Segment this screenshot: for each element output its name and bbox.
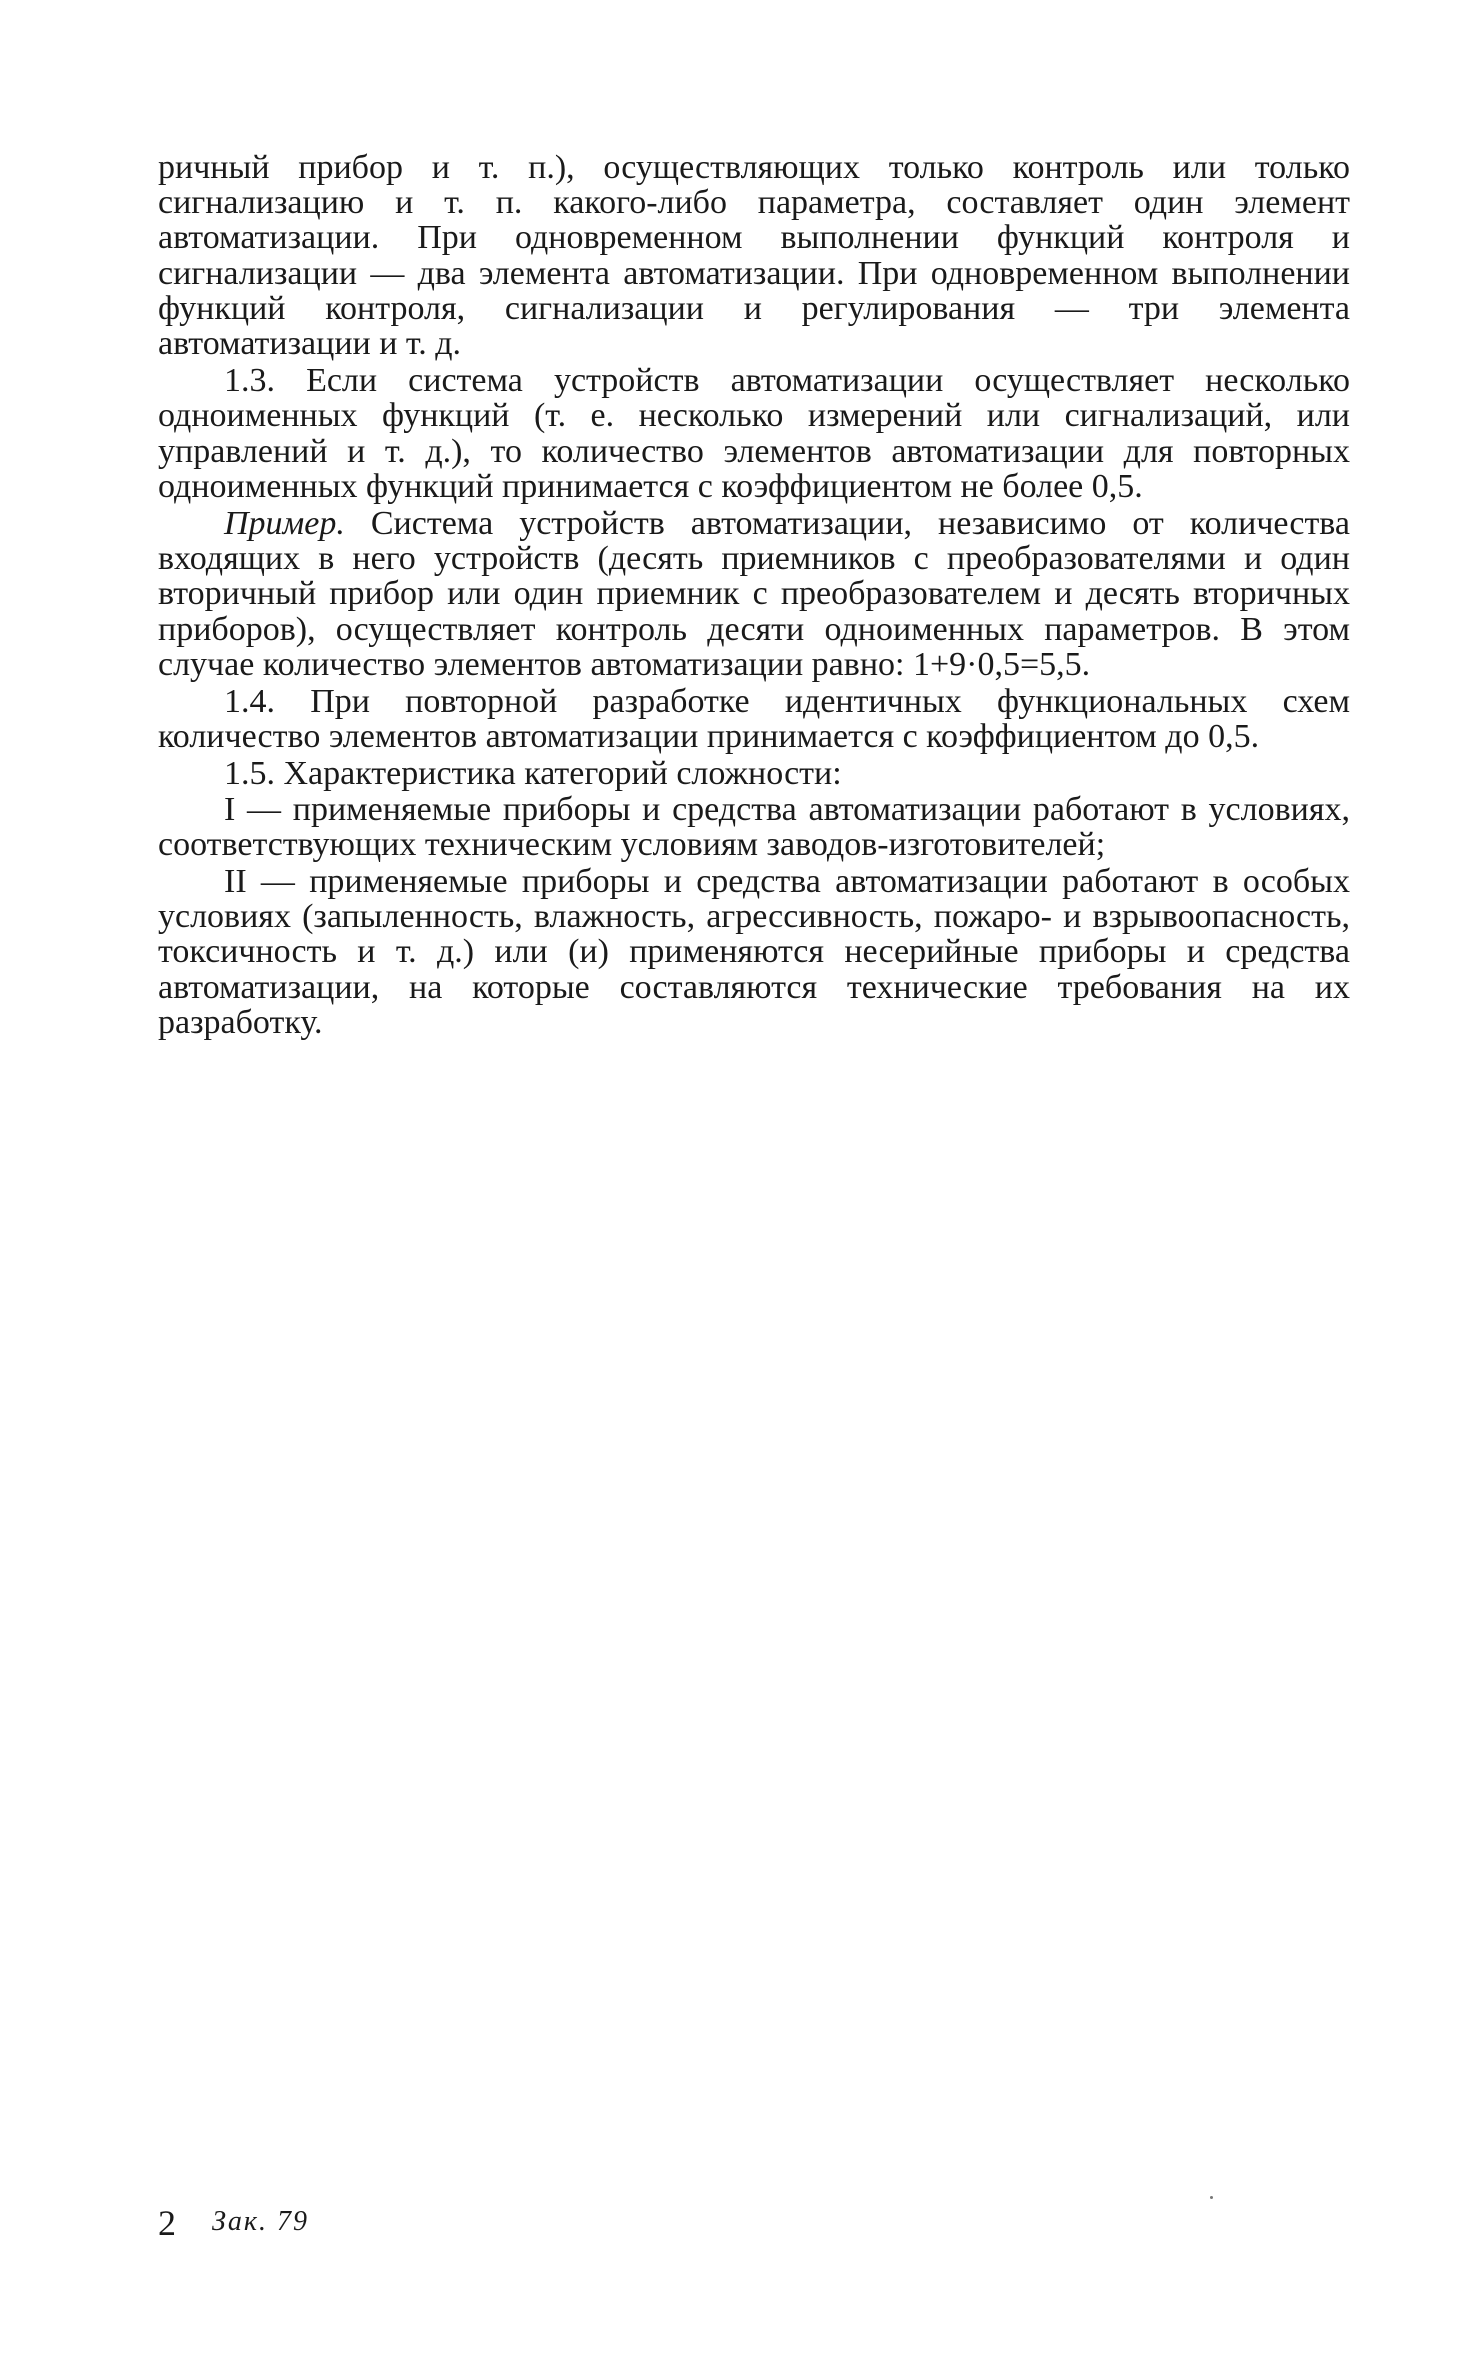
paragraph-1-4: 1.4. При повторной разработке идентичных функциональных схем количество элементов автоматизации принимается с коэффициентом до 0,5. bbox=[158, 683, 1350, 756]
example-text: Система устройств автоматизации, независимо от количества входящих в него устройств (десять приемников с преобразователями и один вторичный прибор или один приемник с преобразователем и десять вторичных приборов), осуществляет контроль десяти одноименных параметров. В этом случае количество элементов автоматизации равно: 1+9·0,5=5,5. bbox=[158, 505, 1350, 683]
paragraph-continuation: ричный прибор и т. п.), осуществляющих только контроль или только сигнализацию и т. п. какого-либо параметра, составляет один элемент автоматизации. При одновременном выполнении функций контроля и сигнализации — два элемента автоматизации. При одновременном выполнении функций контроля, сигнализации и регулирования — три элемента автоматизации и т. д. bbox=[158, 149, 1350, 363]
print-speck bbox=[1210, 2196, 1213, 2199]
paragraph-1-5: 1.5. Характеристика категорий сложности: bbox=[224, 755, 842, 793]
paragraph-category-1: I — применяемые приборы и средства автоматизации работают в условиях, соответствующих техническим условиям заводов-изготовителей; bbox=[158, 790, 1350, 863]
example-lead: Пример. bbox=[224, 505, 345, 543]
paragraph-1-3: 1.3. Если система устройств автоматизации осуществляет несколько одноименных функций (т. е. несколько измерений или сигнализаций, или управлений и т. д.), то количество элементов автоматизации для повторных одноименных функций принимается с коэффициентом не более 0,5. bbox=[158, 362, 1350, 505]
body-text bbox=[158, 150, 1350, 1040]
signature-number: 2 bbox=[158, 2203, 176, 2243]
order-label: Зак. 79 bbox=[212, 2206, 309, 2237]
paragraph-category-2: II — применяемые приборы и средства автоматизации работают в особых условиях (запыленность, влажность, агрессивность, пожаро- и взрывоопасность, токсичность и т. д.) или (и) применяются несерийные приборы и средства автоматизации, на которые составляются технические требования на их разработку. bbox=[158, 863, 1350, 1041]
paragraph-example bbox=[158, 506, 1350, 682]
